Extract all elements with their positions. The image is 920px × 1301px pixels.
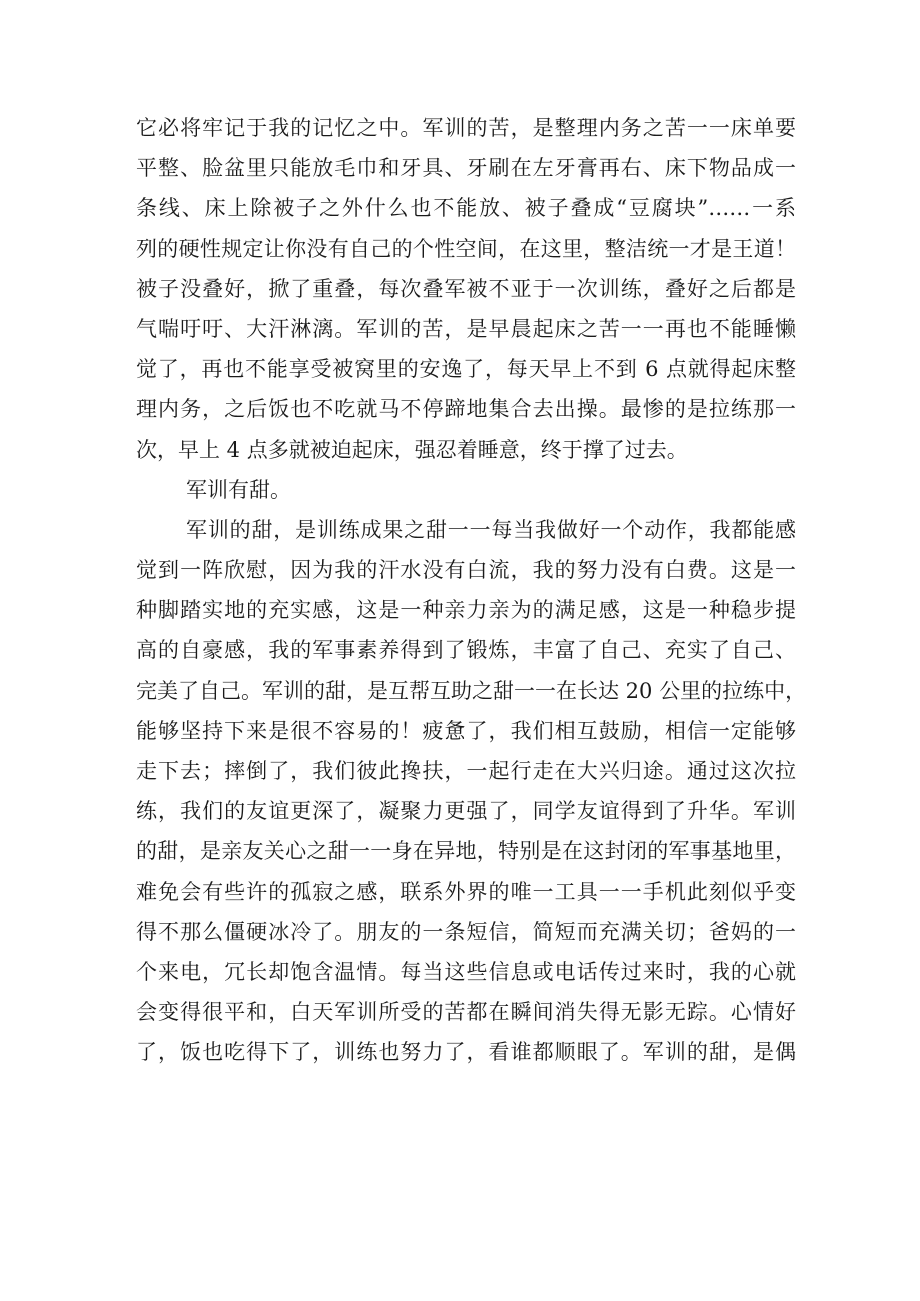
text-line: 理内务，之后饭也不吃就马不停蹄地集合去出操。最惨的是拉练那一 xyxy=(136,397,796,422)
text-line: 的甜，是亲友关心之甜一一身在异地，特别是在这封闭的军事基地里， xyxy=(136,839,796,864)
text-line: 军训的甜，是训练成果之甜一一每当我做好一个动作，我都能感 xyxy=(186,517,796,542)
text-line: 平整、脸盆里只能放毛巾和牙具、牙刷在左牙膏再右、床下物品成一 xyxy=(136,156,796,181)
text-line: 它必将牢记于我的记忆之中。军训的苦，是整理内务之苦一一床单要 xyxy=(136,116,796,140)
section-heading: 军训有甜。 xyxy=(186,477,291,502)
text-line: 完美了自己。军训的甜，是互帮互助之甜一一在长达 20 公里的拉练中， xyxy=(136,678,807,703)
text-line: 走下去；摔倒了，我们彼此搀扶，一起行走在大兴归途。通过这次拉 xyxy=(136,759,796,783)
text-line: 难免会有些许的孤寂之感，联系外界的唯一工具一一手机此刻似乎变 xyxy=(136,879,796,904)
text-line: 觉了，再也不能享受被窝里的安逸了，每天早上不到 6 点就得起床整 xyxy=(136,357,796,382)
text-line: 次，早上 4 点多就被迫起床，强忍着睡意，终于撑了过去。 xyxy=(136,437,688,462)
text-line: 练，我们的友谊更深了，凝聚力更强了，同学友谊得到了升华。军训 xyxy=(136,799,796,824)
text-line: 觉到一阵欣慰，因为我的汗水没有白流，我的努力没有白费。这是一 xyxy=(136,558,796,583)
text-line: 会变得很平和，白天军训所受的苦都在瞬间消失得无影无踪。心情好 xyxy=(136,1000,796,1025)
body-text xyxy=(136,108,807,1073)
text-line: 得不那么僵硬冰冷了。朋友的一条短信，简短而充满关切；爸妈的一 xyxy=(136,919,796,944)
text-line: 高的自豪感，我的军事素养得到了锻炼，丰富了自己、充实了自己、 xyxy=(136,638,796,663)
text-line: 个来电，冗长却饱含温情。每当这些信息或电话传过来时，我的心就 xyxy=(136,959,796,984)
text-line: 能够坚持下来是很不容易的！疲惫了，我们相互鼓励，相信一定能够 xyxy=(136,718,796,743)
text-line: 种脚踏实地的充实感，这是一种亲力亲为的满足感，这是一种稳步提 xyxy=(136,598,796,623)
text-line: 被子没叠好，掀了重叠，每次叠军被不亚于一次训练，叠好之后都是 xyxy=(136,276,796,301)
text-line: 气喘吁吁、大汗淋漓。军训的苦，是早晨起床之苦一一再也不能睡懒 xyxy=(136,316,796,341)
text-line: 列的硬性规定让你没有自己的个性空间，在这里，整洁统一才是王道！ xyxy=(136,236,796,261)
text-line: 了，饭也吃得下了，训练也努力了，看谁都顺眼了。军训的甜，是偶 xyxy=(136,1040,796,1065)
text-line: 条线、床上除被子之外什么也不能放、被子叠成“豆腐块”……一系 xyxy=(136,196,796,221)
